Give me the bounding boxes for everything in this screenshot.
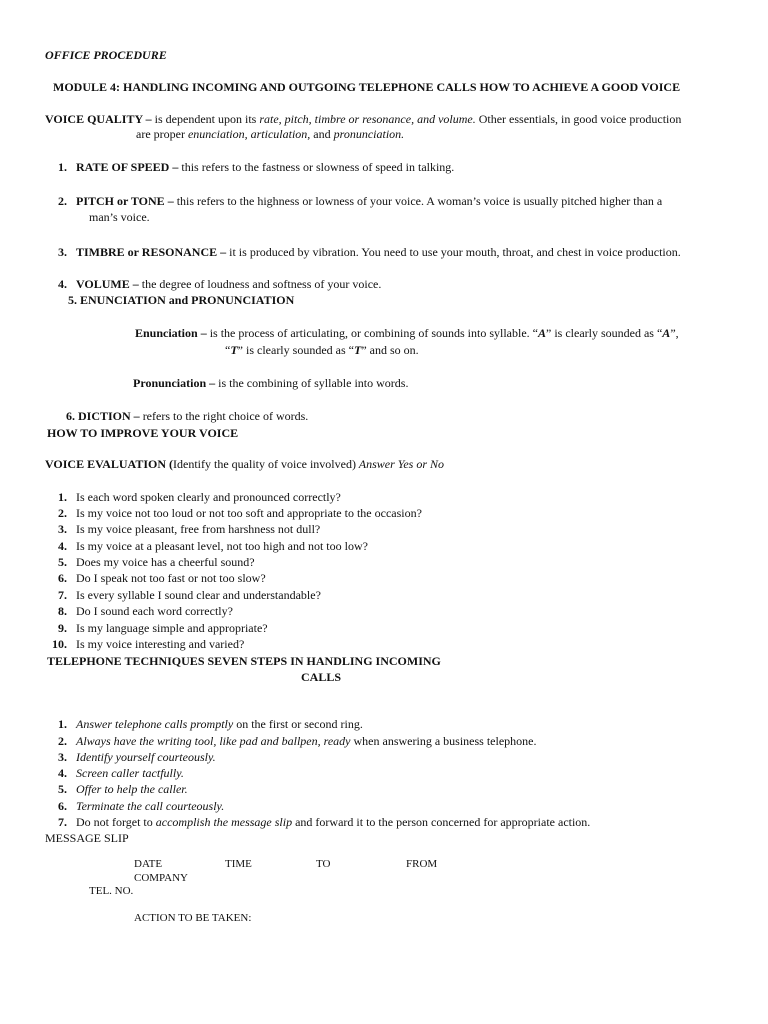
- voice-evaluation-heading: VOICE EVALUATION (Identify the quality of voice involved) Answer Yes or No: [45, 457, 444, 471]
- evaluation-question: 3. Is my voice pleasant, free from harshness not dull?: [58, 522, 321, 536]
- slip-date-label: DATE: [134, 858, 163, 870]
- improve-voice-heading: HOW TO IMPROVE YOUR VOICE: [47, 426, 239, 440]
- evaluation-question: 6. Do I speak not too fast or not too slow?: [58, 571, 266, 585]
- enunciation-definition: Enunciation – is the process of articulating, or combining of sounds into syllable. “A” is clearly sounded as “A”,: [135, 326, 679, 340]
- message-slip-title: MESSAGE SLIP: [45, 831, 129, 845]
- technique-step: 2. Always have the writing tool, like pad and ballpen, ready when answering a business telephone.: [58, 734, 537, 748]
- enunciation-heading: 5. ENUNCIATION and PRONUNCIATION: [68, 293, 295, 307]
- voice-quality-term: VOICE QUALITY –: [45, 112, 152, 126]
- slip-tel-label: TEL. NO.: [89, 885, 134, 897]
- evaluation-question: 7. Is every syllable I sound clear and understandable?: [58, 588, 321, 602]
- evaluation-question: 9. Is my language simple and appropriate?: [58, 621, 268, 635]
- quality-item-pitch-line2: man’s voice.: [89, 210, 150, 224]
- pronunciation-definition: Pronunciation – is the combining of syllable into words.: [133, 376, 409, 390]
- technique-step: 3. Identify yourself courteously.: [58, 750, 216, 764]
- quality-item-volume: 4. VOLUME – the degree of loudness and softness of your voice.: [58, 277, 382, 291]
- technique-step: 4. Screen caller tactfully.: [58, 766, 184, 780]
- module-title: MODULE 4: HANDLING INCOMING AND OUTGOING TELEPHONE CALLS HOW TO ACHIEVE A GOOD VOICE: [53, 80, 681, 94]
- slip-to-label: TO: [316, 858, 331, 870]
- diction-definition: 6. DICTION – refers to the right choice of words.: [66, 409, 309, 423]
- slip-time-label: TIME: [225, 858, 252, 870]
- office-procedure-label: OFFICE PROCEDURE: [45, 48, 167, 62]
- evaluation-question: 5. Does my voice has a cheerful sound?: [58, 555, 255, 569]
- evaluation-question: 8. Do I sound each word correctly?: [58, 604, 233, 618]
- slip-action-label: ACTION TO BE TAKEN:: [134, 912, 252, 924]
- techniques-heading: TELEPHONE TECHNIQUES SEVEN STEPS IN HANDLING INCOMING: [47, 654, 441, 668]
- voice-quality-paragraph: VOICE QUALITY – is dependent upon its rate, pitch, timbre or resonance, and volume. Other essentials, in good voice production: [45, 112, 682, 126]
- techniques-heading-calls: CALLS: [301, 670, 342, 684]
- evaluation-question: 10. Is my voice interesting and varied?: [52, 637, 245, 651]
- quality-item-timbre: 3. TIMBRE or RESONANCE – it is produced by vibration. You need to use your mouth, throat, and chest in voice production.: [58, 245, 681, 259]
- enunciation-definition-line2: “T” is clearly sounded as “T” and so on.: [225, 343, 419, 357]
- slip-company-label: COMPANY: [134, 872, 189, 884]
- technique-step: 6. Terminate the call courteously.: [58, 799, 225, 813]
- technique-step: 1. Answer telephone calls promptly on the first or second ring.: [58, 717, 363, 731]
- technique-step: 5. Offer to help the caller.: [58, 782, 188, 796]
- evaluation-question: 4. Is my voice at a pleasant level, not too high and not too low?: [58, 539, 368, 553]
- evaluation-question: 1. Is each word spoken clearly and pronounced correctly?: [58, 490, 341, 504]
- evaluation-question: 2. Is my voice not too loud or not too soft and appropriate to the occasion?: [58, 506, 422, 520]
- technique-step: 7. Do not forget to accomplish the message slip and forward it to the person concerned for appropriate action.: [58, 815, 591, 829]
- quality-item-pitch: 2. PITCH or TONE – this refers to the highness or lowness of your voice. A woman’s voice is usually pitched higher than a: [58, 194, 663, 208]
- slip-from-label: FROM: [406, 858, 438, 870]
- voice-quality-line2: are proper enunciation, articulation, and pronunciation.: [136, 127, 405, 141]
- quality-item-rate: 1. RATE OF SPEED – this refers to the fastness or slowness of speed in talking.: [58, 160, 455, 174]
